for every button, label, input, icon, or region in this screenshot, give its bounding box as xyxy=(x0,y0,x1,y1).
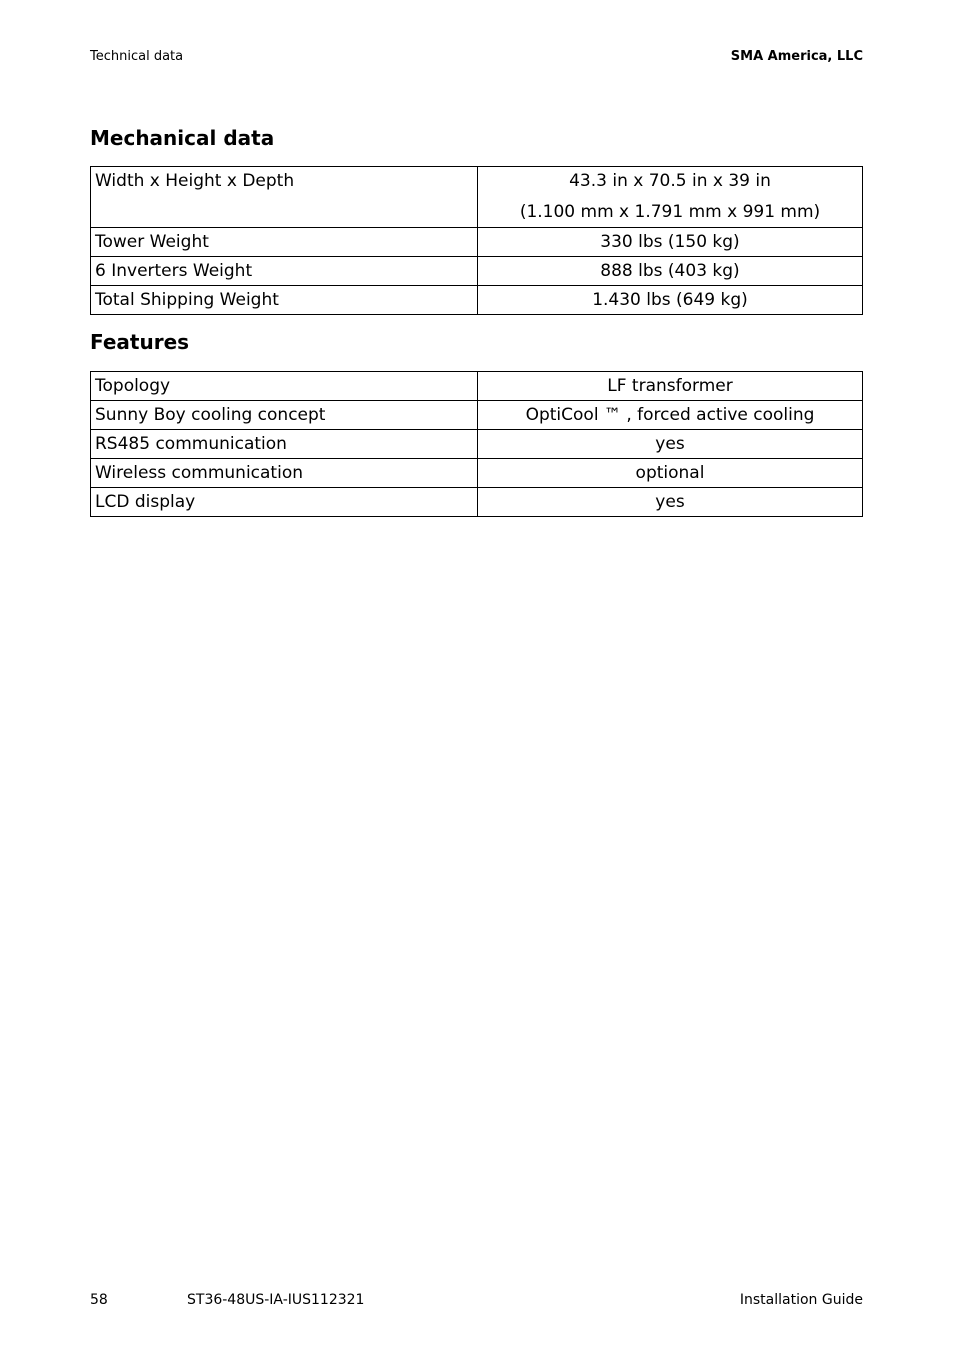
mechanical-data-table xyxy=(90,166,863,315)
row-value: 330 lbs (150 kg) xyxy=(478,228,863,257)
row-value: optional xyxy=(478,459,863,488)
document-id: ST36-48US-IA-IUS112321 xyxy=(187,1292,365,1308)
row-value: 888 lbs (403 kg) xyxy=(478,257,863,286)
row-label: Tower Weight xyxy=(91,228,478,257)
row-label: RS485 communication xyxy=(91,430,478,459)
row-value-line2: (1.100 mm x 1.791 mm x 991 mm) xyxy=(519,202,821,222)
table-row xyxy=(91,228,863,257)
running-header-section: Technical data xyxy=(90,49,184,64)
row-value: yes xyxy=(478,430,863,459)
features-heading: Features xyxy=(90,330,190,354)
row-value: 1.430 lbs (649 kg) xyxy=(478,286,863,315)
row-value: OptiCool ™ , forced active cooling xyxy=(478,401,863,430)
features-table xyxy=(90,371,863,517)
running-header-company: SMA America, LLC xyxy=(730,49,863,64)
table-row xyxy=(91,401,863,430)
row-value: yes xyxy=(478,488,863,517)
row-label: Width x Height x Depth xyxy=(91,167,478,228)
row-label: Wireless communication xyxy=(91,459,478,488)
table-row xyxy=(91,430,863,459)
table-row xyxy=(91,372,863,401)
row-value xyxy=(478,167,863,228)
table-row xyxy=(91,257,863,286)
row-label: Topology xyxy=(91,372,478,401)
row-label: LCD display xyxy=(91,488,478,517)
table-row xyxy=(91,459,863,488)
row-label: Total Shipping Weight xyxy=(91,286,478,315)
row-label: 6 Inverters Weight xyxy=(91,257,478,286)
row-value-line1: 43.3 in x 70.5 in x 39 in xyxy=(569,171,771,191)
table-row xyxy=(91,488,863,517)
row-label: Sunny Boy cooling concept xyxy=(91,401,478,430)
table-row xyxy=(91,167,863,228)
document-type: Installation Guide xyxy=(739,1292,863,1308)
table-row xyxy=(91,286,863,315)
mechanical-data-heading: Mechanical data xyxy=(90,126,275,150)
page-number: 58 xyxy=(90,1292,108,1308)
row-value: LF transformer xyxy=(478,372,863,401)
